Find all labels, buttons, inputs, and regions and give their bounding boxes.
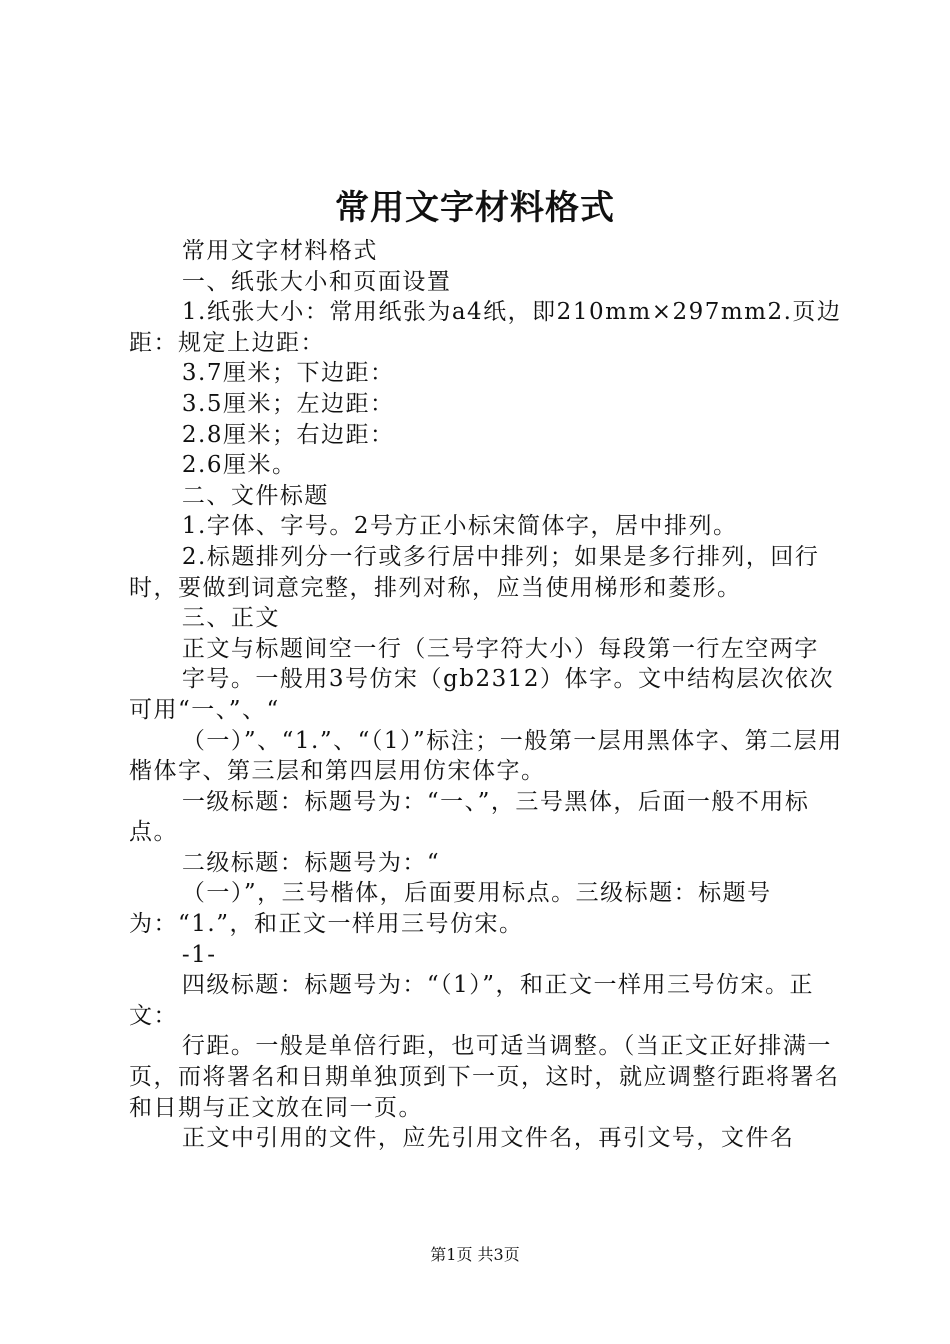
document-body (129, 236, 851, 1154)
paragraph: 正文中引用的文件，应先引用文件名，再引文号，文件名 (181, 1125, 795, 1152)
paragraph: 2.8厘米；右边距： (181, 421, 395, 448)
inline-page-number: -1- (181, 941, 217, 968)
section-heading: 三、正文 (181, 605, 280, 632)
paragraph: 3.7厘米；下边距： (181, 360, 395, 387)
paragraph: 一级标题：标题号为：“一、”，三号黑体，后面一般不用标点。 (129, 788, 810, 846)
paragraph: 2.6厘米。 (181, 452, 297, 479)
page-footer: 第1页 共3页 (430, 1245, 520, 1264)
document-title: 常用文字材料格式 (335, 188, 615, 228)
paragraph: 四级标题：标题号为：“（1）”，和正文一样用三号仿宋。正文： (129, 972, 815, 1029)
paragraph: 3.5厘米；左边距： (181, 390, 395, 417)
paragraph: 行距。一般是单倍行距，也可适当调整。（当正文正好排满一页，而将署名和日期单独顶到下一页，这时，就应调整行距将署名和日期与正文放在同一页。 (129, 1033, 840, 1121)
paragraph: 正文与标题间空一行（三号字符大小）每段第一行左空两字 (181, 635, 819, 662)
paragraph: （一）”、“1.”、“（1）”标注；一般第一层用黑体字、第二层用楷体字、第三层和第四层用仿宋体字。 (129, 727, 843, 785)
paragraph: 2.标题排列分一行或多行居中排列；如果是多行排列，回行时，要做到词意完整，排列对称，应当使用梯形和菱形。 (129, 543, 820, 601)
section-heading: 二、文件标题 (181, 482, 329, 509)
paragraph: 1.纸张大小：常用纸张为a4纸，即210mm×297mm2.页边距：规定上边距： (129, 299, 842, 356)
section-heading: 一、纸张大小和页面设置 (181, 268, 452, 295)
paragraph: 字号。一般用3号仿宋（gb2312）体字。文中结构层次依次可用“一、”、“ (129, 666, 835, 723)
paragraph: 常用文字材料格式 (181, 238, 378, 264)
paragraph: （一）”，三号楷体，后面要用标点。三级标题：标题号为：“1.”，和正文一样用三号仿宋。 (129, 880, 772, 938)
paragraph: 1.字体、字号。2号方正小标宋简体字，居中排列。 (181, 513, 738, 540)
paragraph: 二级标题：标题号为：“ (181, 849, 441, 876)
